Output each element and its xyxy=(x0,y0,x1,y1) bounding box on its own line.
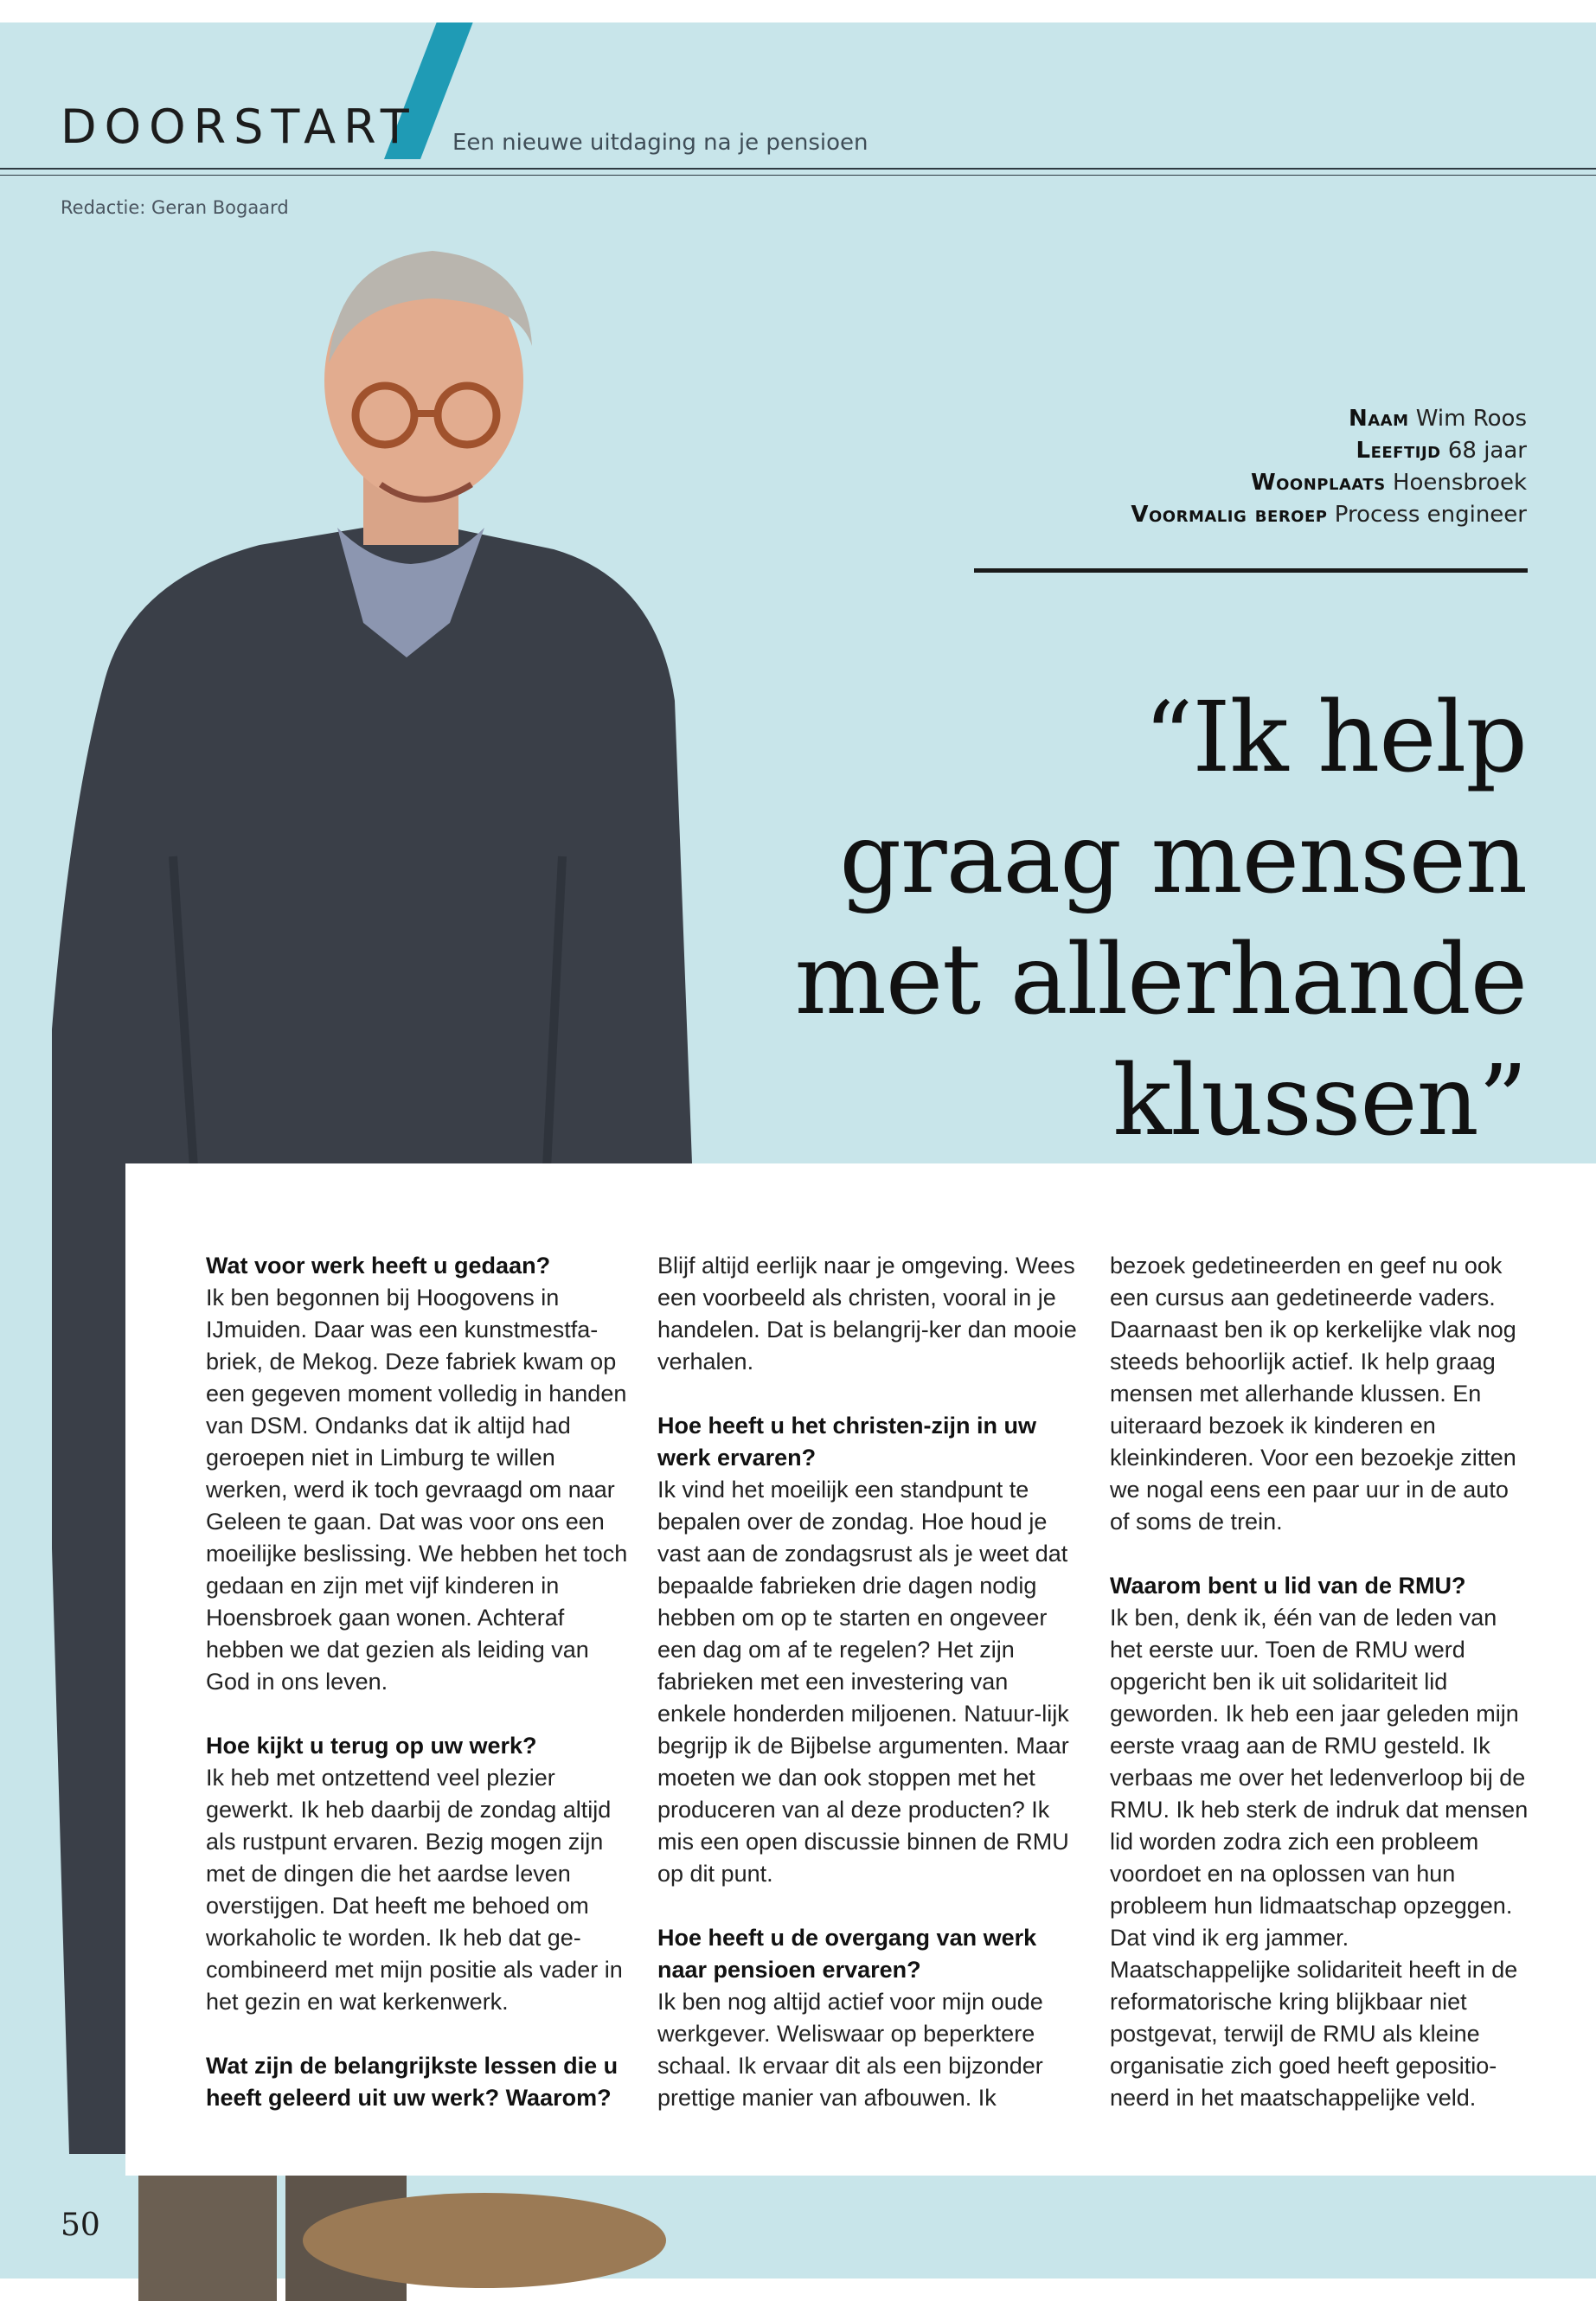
answer: Ik ben nog altijd actief voor mijn oude werkgever. Weliswaar op beperktere schaal. Ik ervaar dit als een bijzonder prettige manier van afbouwen. Ik xyxy=(657,1989,1043,2111)
editor-credit: Redactie: Geran Bogaard xyxy=(61,197,289,218)
section-subtitle: Een nieuwe uitdaging na je pensioen xyxy=(452,130,869,156)
quote-line: klussen” xyxy=(1112,1045,1527,1157)
article-column-2 xyxy=(657,1250,1080,2114)
name-value: Wim Roos xyxy=(1415,406,1527,432)
quote-line: met allerhande xyxy=(794,924,1527,1036)
qa-block xyxy=(657,1922,1080,2114)
question: Hoe kijkt u terug op uw werk? xyxy=(206,1733,537,1759)
answer: Blijf altijd eerlijk naar je omgeving. Wees een voorbeeld als christen, vooral in je handelen. Dat is belangrij-ker dan mooie verhalen. xyxy=(657,1253,1077,1375)
residence-value: Hoensbroek xyxy=(1392,470,1527,496)
qa-block xyxy=(1110,1570,1532,2114)
article-column-1 xyxy=(206,1250,628,2114)
answer: Ik vind het moeilijk een standpunt te bepalen over de zondag. Hoe houd je vast aan de zondagsrust als je weet dat bepaalde fabrieken drie dagen nodig hebben om op te starten en ongeveer een dag om af te regelen? Het zijn fabrieken met een investering van enkele honderden miljoenen. Natuur-lijk begrijp ik de Bijbelse argumenten. Maar moeten we dan ook stoppen met het produceren van al deze producten? Ik mis een open discussie binnen de RMU op dit punt. xyxy=(657,1477,1069,1887)
profile-age-row xyxy=(748,435,1527,467)
section-title: DOORSTART xyxy=(61,99,417,154)
qa-block xyxy=(206,1730,628,2018)
job-label: Voormalig beroep xyxy=(1131,502,1328,528)
age-label: Leeftijd xyxy=(1356,438,1441,464)
answer: Ik ben begonnen bij Hoogovens in IJmuiden. Daar was een kunstmestfa-briek, de Mekog. Deze fabriek kwam op een gegeven moment volledig in handen van DSM. Ondanks dat ik altijd had geroepen niet in Limburg te willen werken, werd ik toch gevraagd om naar Geleen te gaan. Dat was voor ons een moeilijke beslissing. We hebben het toch gedaan en zijn met vijf kinderen in Hoensbroek gaan wonen. Achteraf hebben we dat gezien als leiding van God in ons leven. xyxy=(206,1285,628,1695)
profile-job-row xyxy=(748,499,1527,531)
answer: Ik heb met ontzettend veel plezier gewerkt. Ik heb daarbij de zondag altijd als rustpunt ervaren. Bezig mogen zijn met de dingen die het aardse leven overstijgen. Dat heeft me behoed om workaholic te worden. Ik heb dat ge-combineerd met mijn positie als vader in het gezin en wat kerkenwerk. xyxy=(206,1765,623,2015)
name-label: Naam xyxy=(1348,406,1409,432)
qa-block xyxy=(206,1250,628,1698)
qa-block xyxy=(657,1250,1080,1378)
question: Waarom bent u lid van de RMU? xyxy=(1110,1573,1466,1599)
quote-line: “Ik help xyxy=(1144,682,1527,794)
qa-block xyxy=(1110,1250,1532,1538)
pull-quote xyxy=(662,677,1527,1162)
info-divider xyxy=(974,568,1528,573)
answer: Ik ben, denk ik, één van de leden van het eerste uur. Toen de RMU werd opgericht ben ik uit solidariteit lid geworden. Ik heb een jaar geleden mijn eerste vraag aan de RMU gesteld. Ik verbaas me over het ledenverloop bij de RMU. Ik heb sterk de indruk dat mensen lid worden zodra zich een probleem voordoet en na oplossen van hun probleem hun lidmaatschap opzeggen. Dat vind ik erg jammer. Maatschappelijke solidariteit heeft in de reformatorische kring blijkbaar niet postgevat, terwijl de RMU als kleine organisatie zich goed heeft gepositio-neerd in het maatschappelijke veld. xyxy=(1110,1605,1529,2111)
residence-label: Woonplaats xyxy=(1250,470,1386,496)
profile-info xyxy=(748,403,1527,531)
job-value: Process engineer xyxy=(1334,502,1527,528)
qa-block xyxy=(206,2050,628,2114)
profile-name-row xyxy=(748,403,1527,435)
header-rule-secondary xyxy=(0,175,1596,176)
profile-residence-row xyxy=(748,467,1527,499)
answer: bezoek gedetineerden en geef nu ook een cursus aan gedetineerde vaders. Daarnaast ben ik op kerkelijke vlak nog steeds behoorlijk actief. Ik help graag mensen met allerhande klussen. En uiteraard bezoek ik kinderen en kleinkinderen. Voor een bezoekje zitten we nogal eens een paar uur in de auto of soms de trein. xyxy=(1110,1253,1516,1535)
qa-block xyxy=(657,1410,1080,1890)
question: Hoe heeft u de overgang van werk naar pensioen ervaren? xyxy=(657,1925,1037,1983)
age-value: 68 jaar xyxy=(1447,438,1527,464)
page-number: 50 xyxy=(61,2208,100,2243)
header-rule xyxy=(0,168,1596,170)
article-column-3 xyxy=(1110,1250,1532,2114)
question: Wat zijn de belangrijkste lessen die u heeft geleerd uit uw werk? Waarom? xyxy=(206,2053,619,2111)
question: Hoe heeft u het christen-zijn in uw werk ervaren? xyxy=(657,1413,1037,1471)
quote-line: graag mensen xyxy=(839,803,1527,915)
question: Wat voor werk heeft u gedaan? xyxy=(206,1253,551,1279)
